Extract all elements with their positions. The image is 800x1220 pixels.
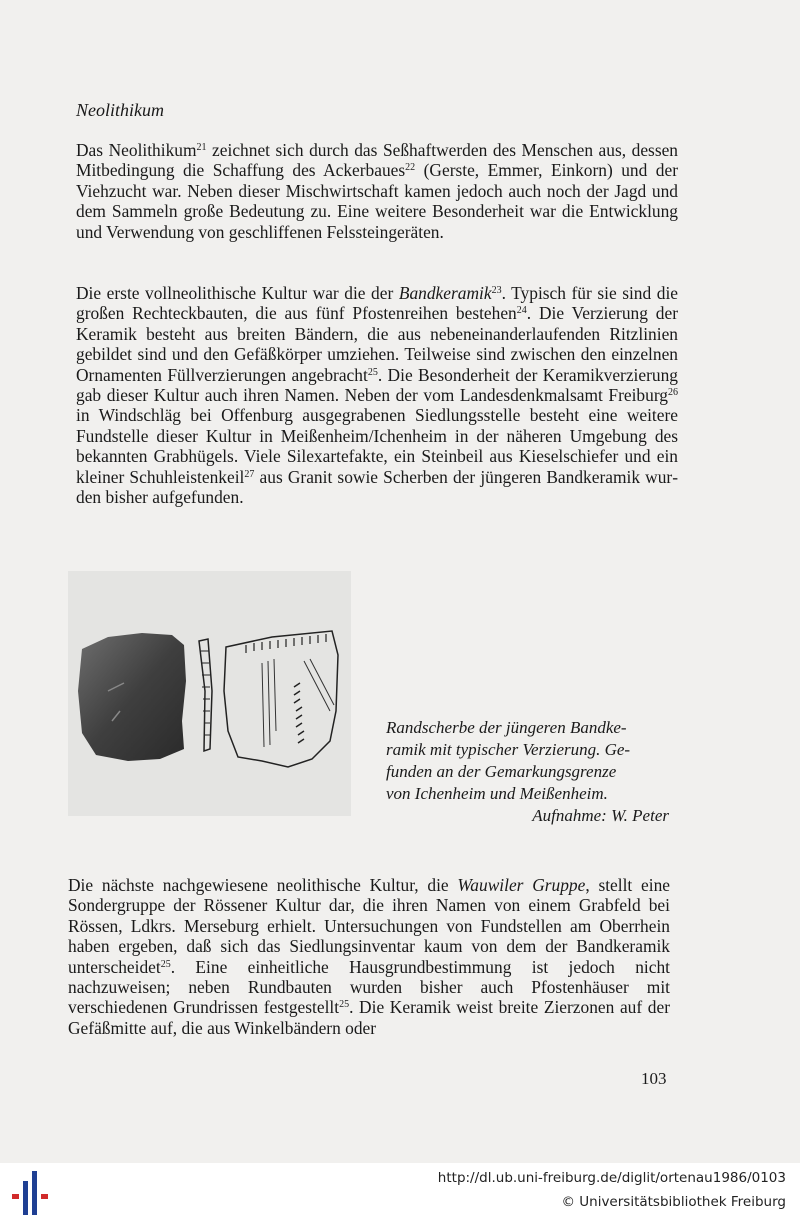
p3-emphasis: Wauwiler Gruppe [457, 875, 586, 895]
footnote-ref: 27 [244, 468, 255, 480]
caption-line: funden an der Gemarkungsgrenze [386, 762, 617, 781]
paragraph-1 [76, 140, 678, 242]
caption-line: Randscherbe der jüngeren Bandke- [386, 718, 627, 737]
p3-text-4: . Die Keramik weist breite Zierzonen auf der Gefäßmitte auf, die aus Winkelbändern oder [68, 997, 670, 1038]
document-url-link[interactable]: http://dl.ub.uni-freiburg.de/diglit/ortenau1986/0103 [437, 1170, 786, 1186]
paragraph-2 [76, 283, 678, 507]
footnote-ref: 26 [668, 387, 678, 399]
page-number: 103 [641, 1069, 667, 1088]
footnote-ref: 21 [196, 142, 207, 153]
p3-text-3: . Eine einheitliche Hausgrundbestimmung ist jedoch nicht nachzuweisen; neben Rundbauten wurden bisher auch Pfostenhäuser mit verschiedenen Grundrissen festgestellt [68, 956, 670, 1018]
ub-freiburg-logo-icon[interactable] [8, 1169, 52, 1215]
pottery-illustration [68, 571, 351, 816]
paragraph-3 [68, 875, 670, 1038]
footnote-ref: 23 [491, 285, 502, 296]
sherd-photo-icon [78, 633, 186, 761]
copyright-text: © Universitätsbibliothek Freiburg [561, 1194, 786, 1210]
footnote-ref: 22 [405, 162, 416, 174]
p3-text-2: , stellt eine Sondergruppe der Rössener Kultur dar, die ihren Namen von einem Grabfeld bei Rössen, Ldkrs. Merseburg erhielt. Untersuchungen von Fundstellen am Oberrhein haben ergeben, daß sich das Siedlungsinventar kaum von dem der Bandkeramik unterscheidet [68, 875, 670, 977]
viewer-footer [0, 1163, 800, 1220]
footnote-ref: 24 [516, 305, 527, 317]
p3-text-1: Die nächste nachgewiesene neolithische Kultur, die [68, 875, 458, 895]
section-heading: Neolithikum [76, 100, 164, 120]
caption-line: von Ichenheim und Meißenheim. [386, 784, 608, 803]
p2-text-4: . Die Besonderheit der Keramikverzierung gab dieser Kultur auch ihren Namen. Neben der vom Landesdenkmalsamt Freiburg [76, 364, 678, 406]
pottery-photo [68, 571, 351, 816]
footnote-ref: 25 [339, 999, 350, 1011]
footnote-ref: 25 [160, 958, 171, 970]
p2-text-1: Die erste vollneolithische Kultur war die der [76, 283, 399, 303]
p2-text-2: . Typisch für sie sind die großen Rechteckbauten, die aus fünf Pfostenreihen bestehen [76, 283, 679, 324]
p2-text-5: in Windschläg bei Offenburg ausgegrabenen Siedlungsstelle besteht eine weitere Fundstelle dieser Kultur in Meißenheim/Ichenheim in der näheren Umgebung des bekannten Grabhügels. Viele Silexartefakte, ein Steinbeil aus Kieselschiefer und ein kleiner Schuhleistenkeil [76, 405, 678, 487]
p2-text-6: aus Granit sowie Scherben der jüngeren Bandkeramik wurden bisher aufgefunden. [76, 466, 678, 508]
p1-text-1: Das Neolithikum [76, 140, 197, 160]
footnote-ref: 25 [367, 366, 378, 378]
p1-text-2: zeichnet sich durch das Seßhaftwerden des Menschen aus, dessen Mitbedingung die Schaffung des Ackerbaues [76, 140, 679, 181]
photo-credit: Aufnahme: W. Peter [532, 806, 669, 825]
p2-text-3: . Die Verzierung der Keramik besteht aus breiten Bändern, die aus nebeneinanderlaufenden Ritzlinien gebildet sind und den Gefäßkörper umziehen. Teilweise sind zwischen den einzelnen Ornamenten Füllverzierungen angebracht [76, 303, 678, 385]
p1-text-3: (Gerste, Emmer, Einkorn) und der Viehzucht war. Neben dieser Mischwirtschaft kamen jedoch auch noch der Jagd und dem Sammeln große Bedeutung zu. Eine weitere Besonderheit war die Entwicklung und Verwendung von geschliffenen Felssteingeräten. [76, 160, 679, 242]
photo-caption [386, 717, 669, 827]
caption-line: ramik mit typischer Verzierung. Ge- [386, 740, 631, 759]
p2-emphasis: Bandkeramik [398, 283, 492, 303]
